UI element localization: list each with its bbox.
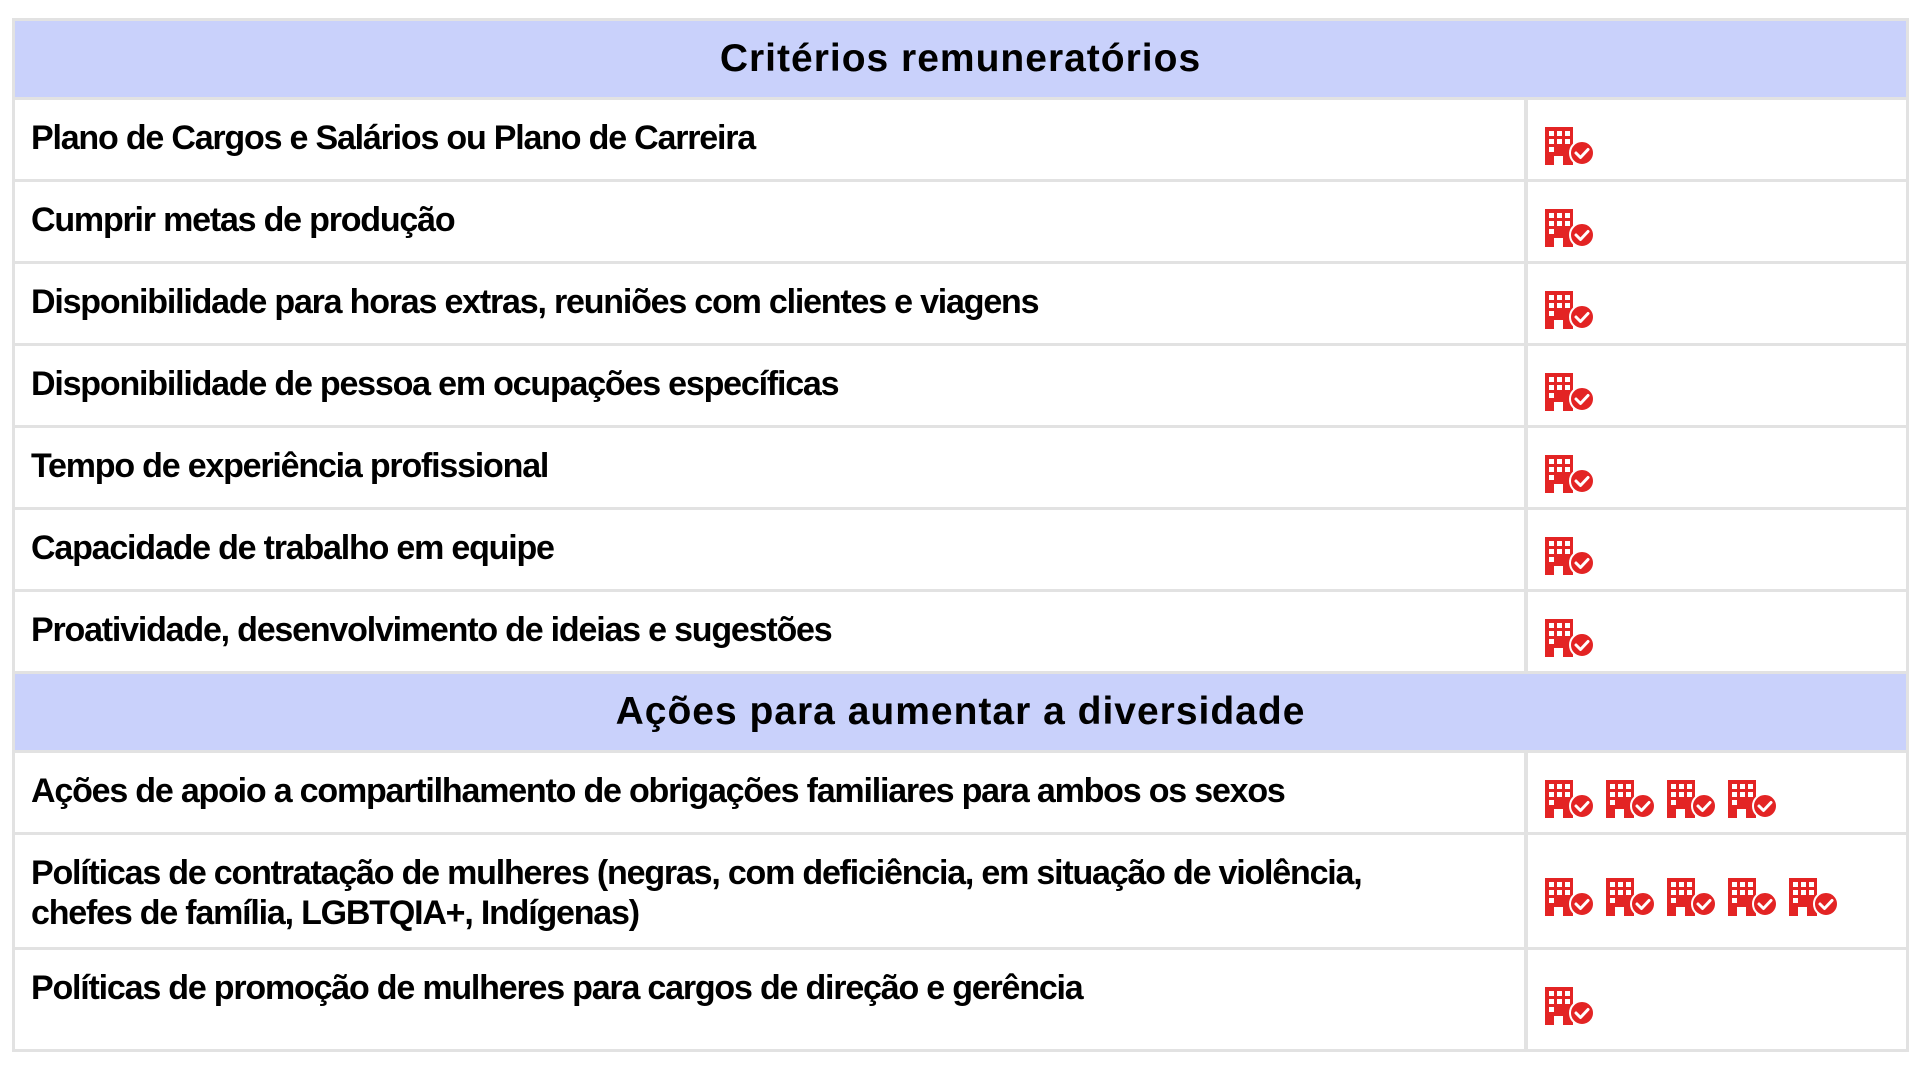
icon-cell xyxy=(1528,835,1906,947)
table-row xyxy=(12,835,1909,950)
company-check-icon xyxy=(1788,877,1840,917)
table-row xyxy=(12,592,1909,674)
table-row xyxy=(12,182,1909,264)
icon-cell xyxy=(1528,100,1906,179)
icon-cell xyxy=(1528,264,1906,343)
icon-cell xyxy=(1528,592,1906,671)
company-check-icon xyxy=(1727,779,1779,819)
section-title: Critérios remuneratórios xyxy=(719,37,1202,80)
section-header-diversity xyxy=(12,674,1909,753)
table-row xyxy=(12,753,1909,835)
company-check-icon xyxy=(1605,877,1657,917)
row-label: Plano de Cargos e Salários ou Plano de Carreira xyxy=(15,100,1528,179)
company-check-icon xyxy=(1605,779,1657,819)
row-label: Tempo de experiência profissional xyxy=(15,428,1528,507)
table-row xyxy=(12,950,1909,1052)
company-check-icon xyxy=(1544,877,1596,917)
icon-cell xyxy=(1528,182,1906,261)
company-check-icon xyxy=(1544,779,1596,819)
company-check-icon xyxy=(1666,779,1718,819)
company-check-icon xyxy=(1544,454,1596,494)
company-check-icon xyxy=(1544,372,1596,412)
criteria-table xyxy=(12,18,1909,1052)
company-check-icon xyxy=(1544,126,1596,166)
row-label-line: chefes de família, LGBTQIA+, Indígenas) xyxy=(31,894,639,932)
company-check-icon xyxy=(1544,986,1596,1026)
section-title: Ações para aumentar a diversidade xyxy=(615,690,1306,733)
row-label: Disponibilidade para horas extras, reuniões com clientes e viagens xyxy=(15,264,1528,343)
icon-cell xyxy=(1528,753,1906,832)
icon-cell xyxy=(1528,510,1906,589)
company-check-icon xyxy=(1666,877,1718,917)
company-check-icon xyxy=(1544,208,1596,248)
table-row xyxy=(12,510,1909,592)
section-header-remuneration xyxy=(12,21,1909,100)
icon-cell xyxy=(1528,428,1906,507)
row-label xyxy=(15,835,1528,947)
table-row xyxy=(12,346,1909,428)
row-label-line: Políticas de contratação de mulheres (negras, com deficiência, em situação de violência, xyxy=(31,854,1362,892)
company-check-icon xyxy=(1727,877,1779,917)
row-label: Ações de apoio a compartilhamento de obrigações familiares para ambos os sexos xyxy=(15,753,1528,832)
row-label: Capacidade de trabalho em equipe xyxy=(15,510,1528,589)
company-check-icon xyxy=(1544,536,1596,576)
row-label: Disponibilidade de pessoa em ocupações específicas xyxy=(15,346,1528,425)
row-label: Proatividade, desenvolvimento de ideias e sugestões xyxy=(15,592,1528,671)
row-label: Cumprir metas de produção xyxy=(15,182,1528,261)
table-row xyxy=(12,264,1909,346)
company-check-icon xyxy=(1544,290,1596,330)
table-row xyxy=(12,100,1909,182)
company-check-icon xyxy=(1544,618,1596,658)
icon-cell xyxy=(1528,346,1906,425)
icon-cell xyxy=(1528,950,1906,1049)
table-row xyxy=(12,428,1909,510)
row-label: Políticas de promoção de mulheres para cargos de direção e gerência xyxy=(15,950,1528,1049)
